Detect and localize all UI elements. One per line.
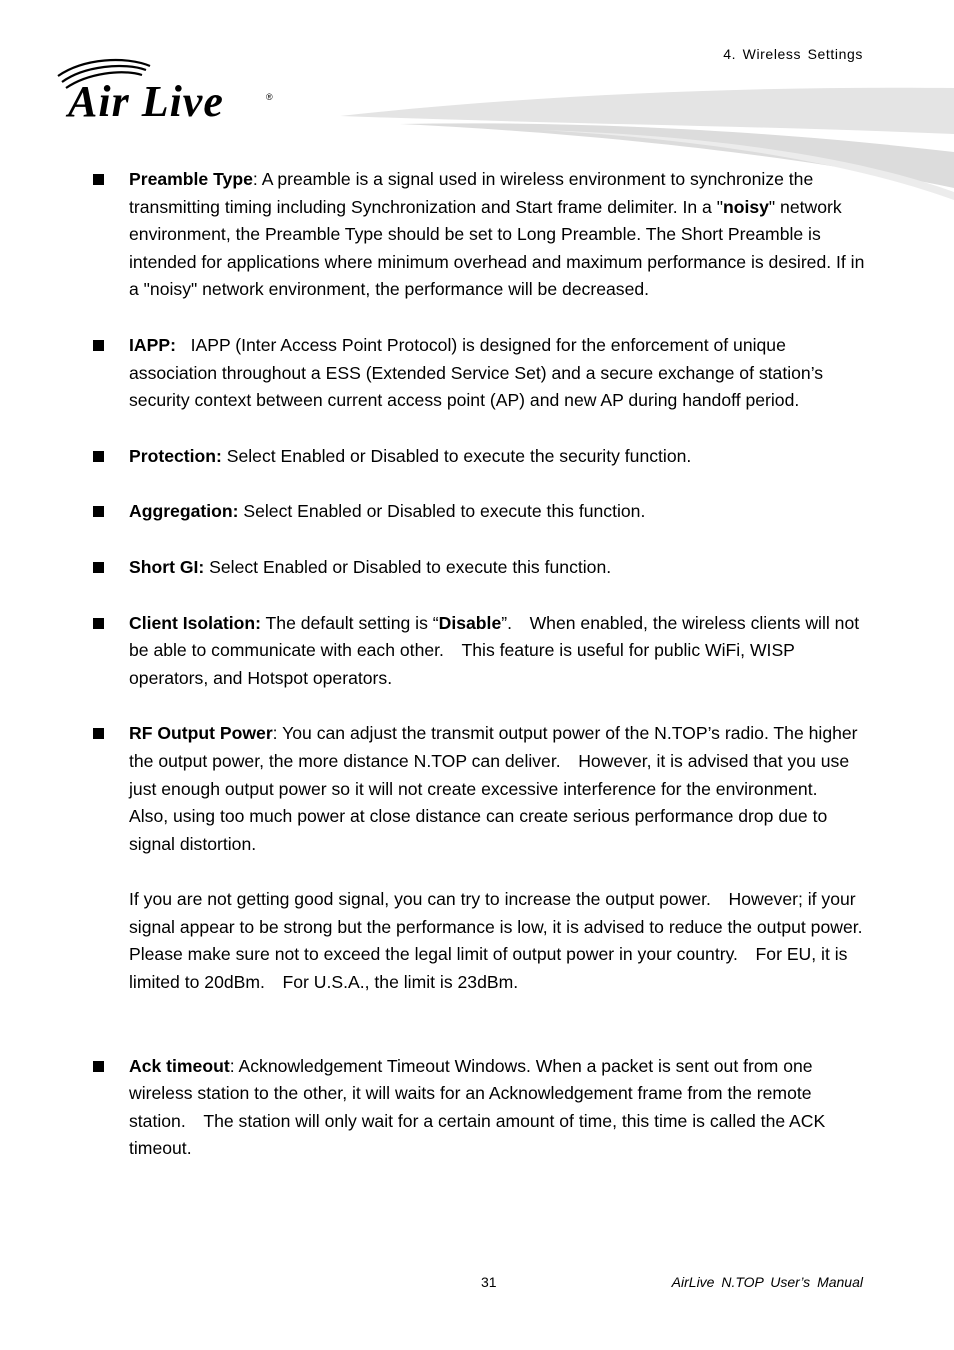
paragraph: RF Output Power: You can adjust the transmit output power of the N.TOP’s radio. The higher the output power, the more distance N.TOP can deliver. However, it is advised that you use just enough output power so it will not create excessive interference for the environment. Also, using too much power at close distance can create serious performance drop due to signal distortion.	[129, 723, 858, 854]
item-title: Protection:	[129, 445, 222, 466]
square-bullet-icon	[93, 451, 104, 462]
item-text: ”. When enabled, the wireless clients will not be able to communicate with each other. This feature is useful for public WiFi, WISP operators, and Hotspot operators.	[129, 612, 860, 688]
item-text: Acknowledgement Timeout Windows. When a packet is sent out from one wireless station to the other, it will waits for an Acknowledgement frame from the remote station. The station will only wait for a certain amount of time, this time is called the ACK timeout.	[129, 1055, 826, 1159]
paragraph	[129, 332, 868, 415]
page-number: 31	[481, 1274, 497, 1290]
paragraph	[129, 498, 868, 526]
square-bullet-icon	[93, 562, 104, 573]
paragraph: Ack timeout: Acknowledgement Timeout Windows. When a packet is sent out from one wireless station to the other, it will waits for an Acknowledgement frame from the remote station. The station will only wait for a certain amount of time, this time is called the ACK timeout.	[129, 1055, 826, 1159]
square-bullet-icon	[93, 174, 104, 185]
svg-text:Air Live: Air Live	[68, 77, 224, 126]
item-text: Select Enabled or Disabled to execute the security function.	[226, 445, 692, 466]
item-title: IAPP:	[129, 334, 176, 355]
airlive-logo	[54, 58, 284, 128]
square-bullet-icon	[93, 1061, 104, 1072]
paragraph	[129, 443, 868, 471]
square-bullet-icon	[93, 728, 104, 739]
bullet-protection	[92, 443, 868, 471]
paragraph	[129, 554, 868, 582]
document-body	[92, 166, 868, 1163]
bullet-preamble-type	[92, 166, 868, 304]
paragraph: Please make sure not to exceed the legal limit of output power in your country. For EU, it is limited to 20dBm. For U.S.A., the limit is 23dBm.	[129, 944, 848, 993]
item-emphasis: noisy	[722, 196, 769, 217]
bullet-ack-timeout	[92, 1053, 868, 1163]
paragraph	[129, 610, 868, 693]
bullet-client-isolation	[92, 610, 868, 693]
item-title: Aggregation:	[129, 501, 239, 522]
item-title: Ack timeout	[129, 1055, 230, 1076]
item-text: " network environment, the Preamble Type should be set to Long Preamble. The Short Preamble is intended for applications where minimum overhead and maximum performance is desired. If in a "noisy" network environment, the performance will be decreased.	[129, 196, 865, 300]
item-title: Client Isolation:	[129, 612, 261, 633]
item-text: A preamble is a signal used in wireless environment to synchronize the transmitting timing including Synchronization and Start frame delimiter. In a "	[129, 169, 814, 217]
square-bullet-icon	[93, 340, 104, 351]
header-section-label: 4. Wireless Settings	[723, 46, 863, 62]
item-title: Preamble Type	[129, 169, 253, 189]
square-bullet-icon	[93, 506, 104, 517]
bullet-iapp	[92, 332, 868, 415]
paragraph: If you are not getting good signal, you can try to increase the output power. However; if your signal appear to be strong but the performance is low, it is advised to reduce the output power.	[129, 889, 863, 937]
item-text: Select Enabled or Disabled to execute this function.	[209, 556, 612, 577]
item-title: Short GI:	[129, 556, 205, 577]
bullet-rf-output-power	[92, 720, 868, 996]
manual-title: AirLive N.TOP User’s Manual	[671, 1274, 863, 1290]
item-text: IAPP (Inter Access Point Protocol) is designed for the enforcement of unique association throughout a ESS (Extended Service Set) and a secure exchange of station’s security context between current access point (AP) and new AP during handoff period.	[129, 334, 824, 411]
item-text: The default setting is “	[265, 612, 439, 633]
item-text: Select Enabled or Disabled to execute this function.	[243, 501, 646, 522]
paragraph: Preamble Type: A preamble is a signal used in wireless environment to synchronize the transmitting timing including Synchronization and Start frame delimiter. In a "noisy" network environment, the Preamble Type should be set to Long Preamble. The Short Preamble is intended for applications where minimum overhead and maximum performance is desired. If in a "noisy" network environment, the performance will be decreased.	[129, 169, 865, 300]
svg-text:®: ®	[266, 92, 273, 102]
bullet-aggregation	[92, 498, 868, 526]
item-title: RF Output Power	[129, 723, 273, 744]
square-bullet-icon	[93, 618, 104, 629]
bullet-short-gi	[92, 554, 868, 582]
item-text: You can adjust the transmit output power of the N.TOP’s radio. The higher the output power, the more distance N.TOP can deliver. However, it is advised that you use just enough output power so it will not create excessive interference for the environment. Also, using too much power at close distance can create serious performance drop due to signal distortion.	[129, 723, 858, 854]
item-emphasis: Disable	[438, 612, 502, 633]
